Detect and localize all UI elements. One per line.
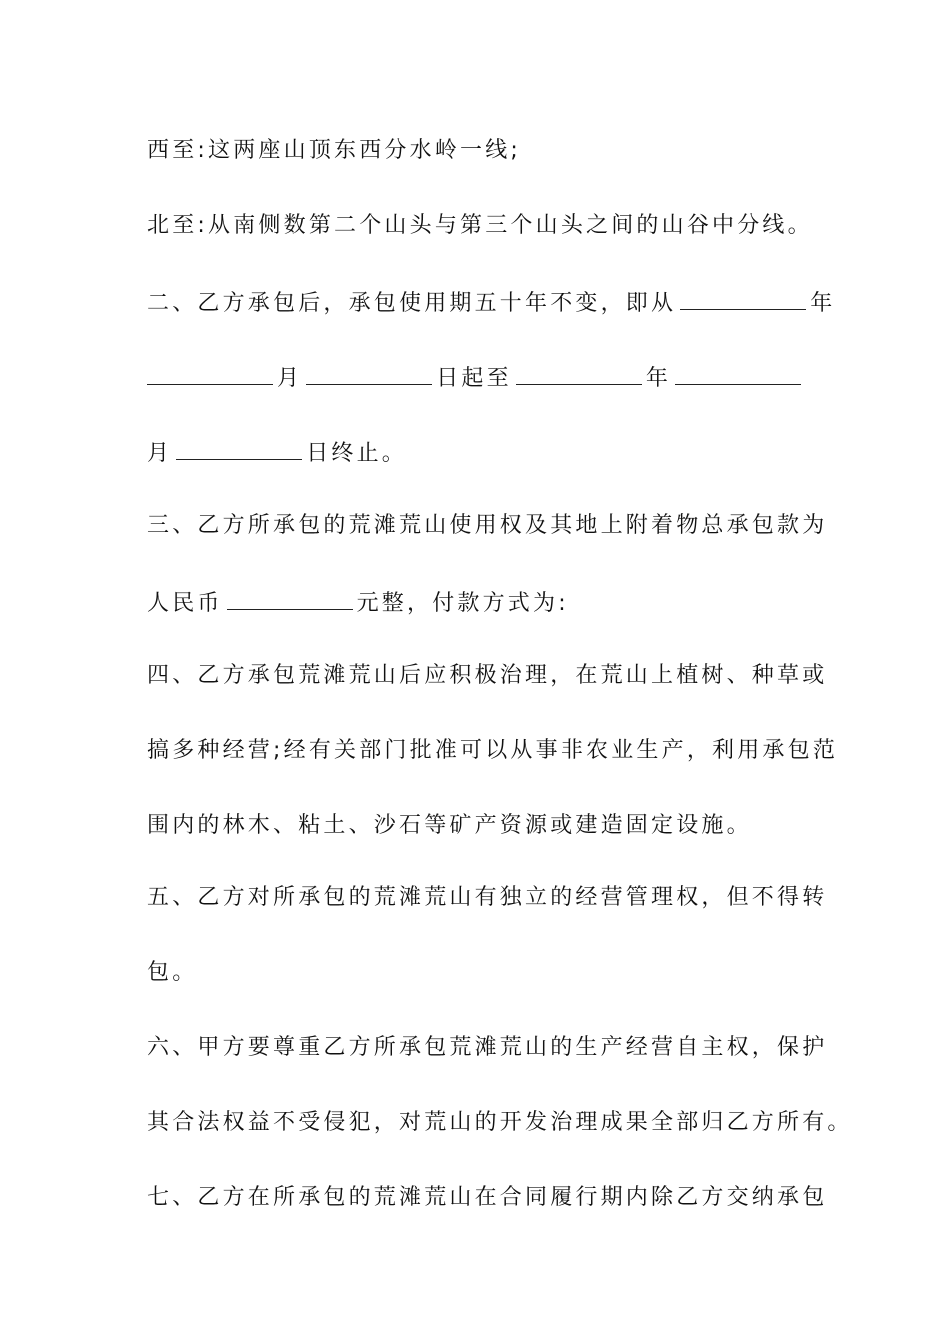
text-line-clause-3-payment [147,581,807,621]
text-line-clause-6 [147,1028,828,1068]
blank-amount [227,581,353,610]
text: 年 [645,366,672,391]
text: 围内的林木、粘土、沙石等矿产资源或建造固定设施。 [147,813,752,838]
text: 月 [277,366,303,391]
blank-end-day [176,431,302,460]
text: 三、乙方所承包的荒滩荒山使用权及其地上附着物总承包款为 [147,513,828,538]
text-line-west-boundary [147,131,807,171]
blank-start-month [147,356,273,385]
text-line-clause-2-end [147,431,807,471]
blank-start-year [680,281,806,310]
text: 月 [147,441,173,466]
text-line-north-boundary [147,206,813,246]
text: 年 [810,291,836,316]
text: 四、乙方承包荒滩荒山后应积极治理，在荒山上植树、种草或 [147,663,828,688]
text: 元整，付款方式为: [356,591,569,616]
text-line-clause-6-end [147,1103,853,1143]
text: 其合法权益不受侵犯，对荒山的开发治理成果全部归乙方所有。 [147,1110,853,1135]
text: 二、乙方承包后，承包使用期五十年不变，即从 [147,291,677,316]
text: 六、甲方要尊重乙方所承包荒滩荒山的生产经营自主权，保护 [147,1035,828,1060]
blank-start-day [306,356,432,385]
text: 西至:这两座山顶东西分水岭一线; [147,138,522,163]
text-line-clause-3 [147,506,828,546]
text-line-clause-4-cont [147,731,839,771]
text: 包。 [147,960,198,985]
text-line-clause-5-end [147,953,807,993]
text: 五、乙方对所承包的荒滩荒山有独立的经营管理权，但不得转 [147,885,828,910]
blank-end-month [675,356,801,385]
text-line-clause-7 [147,1178,828,1218]
text: 北至:从南侧数第二个山头与第三个山头之间的山谷中分线。 [147,213,813,238]
blank-end-year [516,356,642,385]
text-line-clause-4 [147,656,828,696]
text: 七、乙方在所承包的荒滩荒山在合同履行期内除乙方交纳承包 [147,1185,828,1210]
text: 搞多种经营;经有关部门批准可以从事非农业生产，利用承包范 [147,738,839,763]
text: 日起至 [436,366,512,391]
text-line-clause-2-dates [147,356,807,396]
text: 日终止。 [306,441,408,466]
text-line-clause-4-end [147,806,807,846]
text: 人民币 [147,591,223,616]
text-line-clause-2 [147,281,836,321]
text-line-clause-5 [147,878,828,918]
